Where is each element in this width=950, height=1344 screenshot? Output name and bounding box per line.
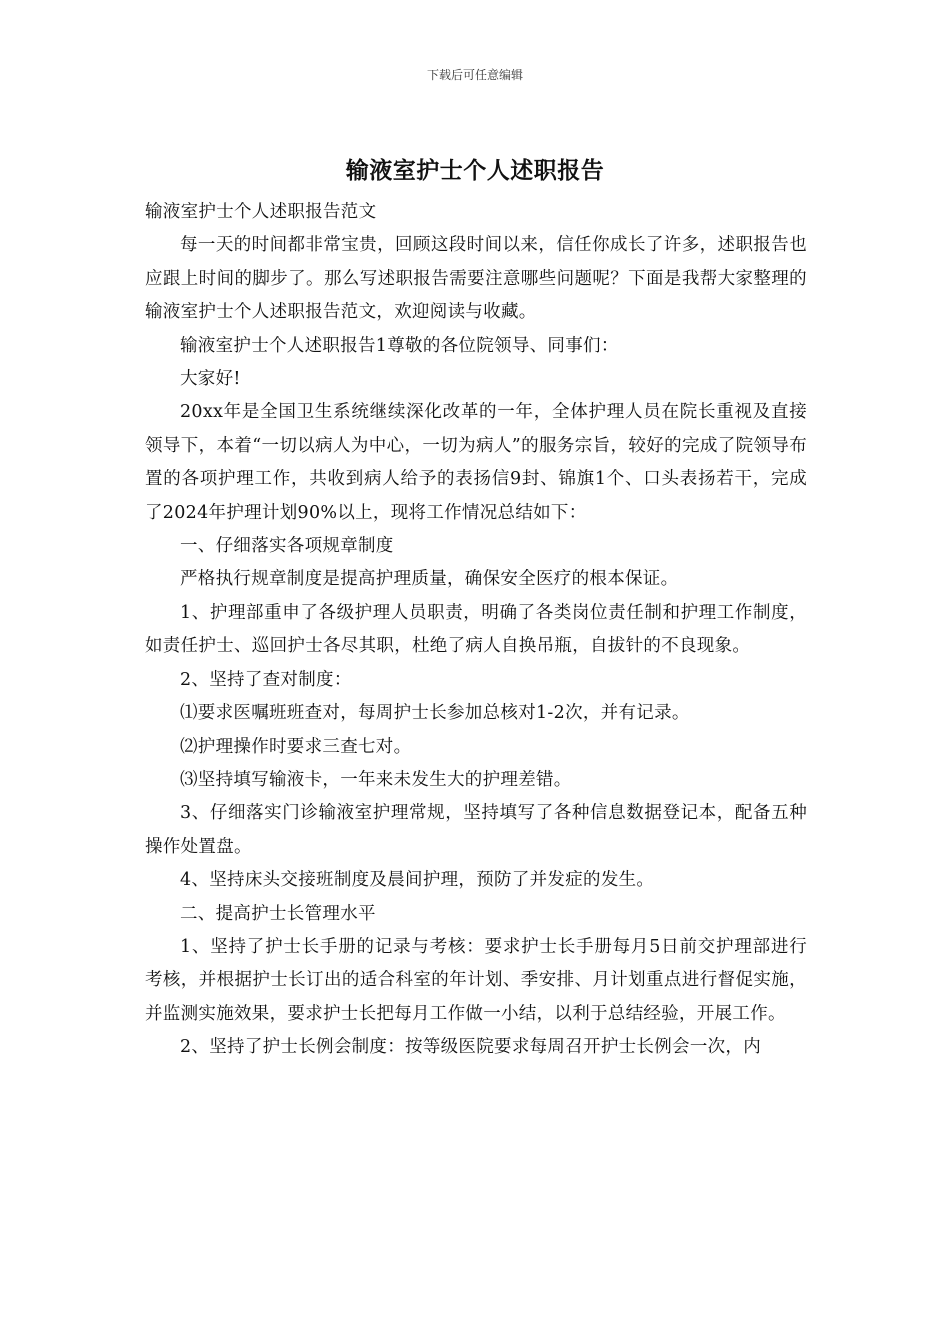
list-item: 1、坚持了护士长手册的记录与考核：要求护士长手册每月5日前交护理部进行考核，并根据护士长订出的适合科室的年计划、季安排、月计划重点进行督促实施，并监测实施效果，要求护士长把每月工作做一小结，以利于总结经验，开展工作。 <box>145 936 807 1024</box>
document-body <box>145 196 807 1065</box>
sub-list-item: ⑴要求医嘱班班查对，每周护士长参加总核对1-2次，并有记录。 <box>180 703 690 724</box>
paragraph-intro: 每一天的时间都非常宝贵，回顾这段时间以来，信任你成长了许多，述职报告也应跟上时间的脚步了。那么写述职报告需要注意哪些问题呢？下面是我帮大家整理的输液室护士个人述职报告范文，欢迎阅读与收藏。 <box>145 235 807 323</box>
paragraph-salutation: 输液室护士个人述职报告1尊敬的各位院领导、同事们： <box>180 335 619 356</box>
list-item: 3、仔细落实门诊输液室护理常规，坚持填写了各种信息数据登记本，配备五种操作处置盘。 <box>145 803 807 857</box>
sub-list-item: ⑶坚持填写输液卡，一年来未发生大的护理差错。 <box>180 769 572 790</box>
list-item: 2、坚持了护士长例会制度：按等级医院要求每周召开护士长例会一次，内 <box>180 1037 762 1058</box>
list-item: 2、坚持了查对制度： <box>180 669 352 690</box>
document-title: 输液室护士个人述职报告 <box>345 158 605 184</box>
paragraph-overview: 20xx年是全国卫生系统继续深化改革的一年，全体护理人员在院长重视及直接领导下，本着“一切以病人为中心，一切为病人”的服务宗旨，较好的完成了院领导布置的各项护理工作，共收到病人给予的表扬信9封、锦旗1个、口头表扬若干，完成了2024年护理计划90%以上，现将工作情况总结如下： <box>145 402 807 523</box>
section-heading-2: 二、提高护士长管理水平 <box>180 903 376 924</box>
document-subtitle: 输液室护士个人述职报告范文 <box>145 202 377 222</box>
paragraph-greeting: 大家好! <box>180 369 241 390</box>
sub-list-item: ⑵护理操作时要求三查七对。 <box>180 736 412 757</box>
paragraph: 严格执行规章制度是提高护理质量，确保安全医疗的根本保证。 <box>180 569 679 590</box>
header-note: 下载后可任意编辑 <box>426 68 523 82</box>
list-item: 4、坚持床头交接班制度及晨间护理，预防了并发症的发生。 <box>180 870 655 891</box>
section-heading-1: 一、仔细落实各项规章制度 <box>180 536 394 557</box>
list-item: 1、护理部重申了各级护理人员职责，明确了各类岗位责任制和护理工作制度，如责任护士、巡回护士各尽其职，杜绝了病人自换吊瓶，自拔针的不良现象。 <box>145 602 807 657</box>
